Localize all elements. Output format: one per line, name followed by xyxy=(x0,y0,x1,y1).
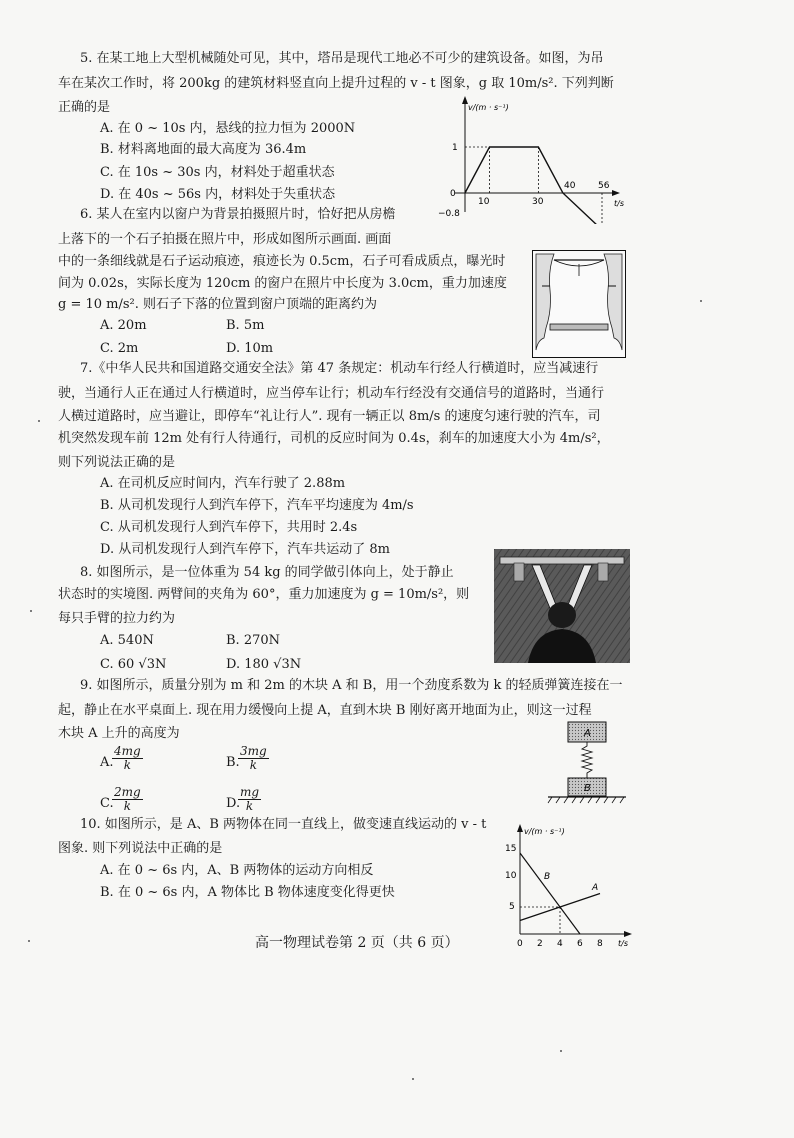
q7-line3: 人横过道路时，应当避让，即停车“礼让行人”. 现有一辆正以 8m/s 的速度匀速行驶的汽车，司 xyxy=(58,409,601,424)
pull-up-photo xyxy=(494,549,630,663)
q10-line-a-label: A xyxy=(592,883,599,893)
q8-line3: 每只手臂的拉力约为 xyxy=(58,611,176,626)
q5-ytick-0: 0 xyxy=(450,189,456,199)
q6-line5: g = 10 m/s². 则石子下落的位置到窗户顶端的距离约为 xyxy=(58,297,378,312)
q9-option-b-fraction xyxy=(238,745,269,771)
q8-option-d: D. 180 √3N xyxy=(226,657,302,672)
q9-option-d-den: k xyxy=(245,798,254,813)
spring-blocks-diagram xyxy=(544,720,630,806)
q10-xtick-6: 6 xyxy=(577,939,583,949)
spring xyxy=(582,742,592,778)
q10-line1: 10. 如图所示，是 A、B 两物体在同一直线上，做变速直线运动的 v - t xyxy=(80,817,487,832)
q6-option-a: A. 20m xyxy=(100,318,147,333)
q9-option-d-fraction xyxy=(238,786,261,812)
window-curtain-image xyxy=(532,250,626,358)
q10-line-b-label: B xyxy=(544,872,551,882)
scan-speck xyxy=(30,610,32,612)
scan-speck xyxy=(560,1050,562,1052)
q9-option-c-fraction xyxy=(112,786,143,812)
q8-option-a: A. 540N xyxy=(100,633,154,648)
q10-ytick-5: 5 xyxy=(509,902,515,912)
q7-line4: 机突然发现车前 12m 处有行人待通行，司机的反应时间为 0.4s，刹车的加速度大小为 4m/s²， xyxy=(58,431,610,446)
q5-option-a: A. 在 0 ~ 10s 内，悬线的拉力恒为 2000N xyxy=(100,121,356,136)
q10-xtick-8: 8 xyxy=(597,939,603,949)
q10-ytick-10: 10 xyxy=(505,871,517,881)
q9-option-a-letter: A. xyxy=(100,755,114,770)
q9-line2: 起，静止在水平桌面上. 现在用力缓慢向上提 A，直到木块 B 刚好离开地面为止，则这一过程 xyxy=(58,703,592,718)
q10-option-a: A. 在 0 ~ 6s 内，A、B 两物体的运动方向相反 xyxy=(100,863,374,878)
q6-line3: 中的一条细线就是石子运动痕迹，痕迹长为 0.5cm，石子可看成质点，曝光时 xyxy=(58,254,506,269)
q5-option-b: B. 材料离地面的最大高度为 36.4m xyxy=(100,142,307,157)
q7-option-b: B. 从司机发现行人到汽车停下，汽车平均速度为 4m/s xyxy=(100,498,414,513)
q5-xtick-40: 40 xyxy=(564,181,576,191)
q9-option-c-letter: C. xyxy=(100,796,114,811)
q8-option-c: C. 60 √3N xyxy=(100,657,167,672)
q5-line3: 正确的是 xyxy=(58,100,111,115)
q10-y-axis-arrow xyxy=(517,824,523,832)
q10-xtick-0: 0 xyxy=(517,939,523,949)
q10-line2: 图象. 则下列说法中正确的是 xyxy=(58,841,223,856)
q10-xtick-4: 4 xyxy=(557,939,563,949)
q10-guide-lines xyxy=(520,907,560,934)
q6-line2: 上落下的一个石子拍摄在照片中，形成如图所示画面. 画面 xyxy=(58,232,392,247)
q6-option-b: B. 5m xyxy=(226,318,265,333)
student-head xyxy=(548,602,576,628)
scan-speck xyxy=(28,940,30,942)
q9-option-a-den: k xyxy=(123,757,131,772)
q5-ytick-1: 1 xyxy=(452,143,458,153)
page-footer: 高一物理试卷第 2 页（共 6 页） xyxy=(255,935,459,951)
block-b-label: B xyxy=(584,783,591,794)
q10-option-b: B. 在 0 ~ 6s 内，A 物体比 B 物体速度变化得更快 xyxy=(100,885,395,900)
q10-x-axis-arrow xyxy=(624,931,632,937)
q5-option-c: C. 在 10s ~ 30s 内，材料处于超重状态 xyxy=(100,165,335,180)
q5-xtick-10: 10 xyxy=(478,197,490,207)
q5-guide-lines xyxy=(465,147,602,224)
q10-x-label: t/s xyxy=(618,939,628,948)
q9-option-b-num: 3mg xyxy=(240,744,267,758)
q10-xtick-2: 2 xyxy=(537,939,543,949)
q9-option-b-den: k xyxy=(249,757,257,772)
q9-option-d-letter: D. xyxy=(226,796,241,811)
q5-option-d: D. 在 40s ~ 56s 内，材料处于失重状态 xyxy=(100,187,336,202)
scan-speck xyxy=(412,1078,414,1080)
q5-ytick-neg: −0.8 xyxy=(438,209,460,219)
q9-option-d-num: mg xyxy=(240,785,260,799)
q9-option-b-letter: B. xyxy=(226,755,240,770)
q5-x-axis-arrow xyxy=(612,190,620,196)
q6-line4: 间为 0.02s，实际长度为 120cm 的窗户在照片中长度为 3.0cm，重力加速度 xyxy=(58,276,507,291)
q7-line2: 驶，当通行人正在通过人行横道时，应当停车让行；机动车行经没有交通信号的道路时，当通行 xyxy=(58,386,605,401)
q9-line3: 木块 A 上升的高度为 xyxy=(58,726,180,741)
q6-option-d: D. 10m xyxy=(226,341,274,356)
scan-speck xyxy=(38,420,40,422)
q5-vt-graph xyxy=(420,92,630,224)
q5-x-label: t/s xyxy=(614,199,624,208)
q6-line1: 6. 某人在室内以窗户为背景拍摄照片时，恰好把从房檐 xyxy=(80,207,396,222)
q5-xtick-56: 56 xyxy=(598,181,610,191)
q9-option-c-num: 2mg xyxy=(114,785,141,799)
q10-vt-graph xyxy=(500,818,636,952)
q8-line1: 8. 如图所示，是一位体重为 54 kg 的同学做引体向上，处于静止 xyxy=(80,565,454,580)
q7-line1: 7.《中华人民共和国道路交通安全法》第 47 条规定：机动车行经人行横道时，应当减速行 xyxy=(80,361,599,376)
q7-option-a: A. 在司机反应时间内，汽车行驶了 2.88m xyxy=(100,476,346,491)
q5-line1: 5. 在某工地上大型机械随处可见，其中，塔吊是现代工地必不可少的建筑设备。如图，为吊 xyxy=(80,51,604,66)
q5-xtick-30: 30 xyxy=(532,197,544,207)
q10-y-label: v/(m · s⁻¹) xyxy=(524,827,565,836)
q8-line2: 状态时的实境图. 两臂间的夹角为 60°，重力加速度为 g = 10m/s²，则 xyxy=(58,587,470,602)
q5-velocity-line xyxy=(465,147,602,224)
q5-y-label: v/(m · s⁻¹) xyxy=(468,103,509,112)
q8-option-b: B. 270N xyxy=(226,633,281,648)
q9-option-a-fraction xyxy=(112,745,143,771)
q9-option-c-den: k xyxy=(123,798,131,813)
q7-option-d: D. 从司机发现行人到汽车停下，汽车共运动了 8m xyxy=(100,542,390,557)
scan-speck xyxy=(700,300,702,302)
window-sill xyxy=(550,324,608,330)
q9-line1: 9. 如图所示，质量分别为 m 和 2m 的木块 A 和 B，用一个劲度系数为 k 的轻质弹簧连接在一 xyxy=(80,678,623,693)
q7-option-c: C. 从司机发现行人到汽车停下，共用时 2.4s xyxy=(100,520,358,535)
q9-option-a-num: 4mg xyxy=(114,744,141,758)
block-a-label: A xyxy=(584,728,591,739)
q5-line2: 车在某次工作时，将 200kg 的建筑材料竖直向上提升过程的 v - t 图象，g 取 10m/s². 下列判断 xyxy=(58,76,614,91)
q10-ytick-15: 15 xyxy=(505,844,517,854)
q7-line5: 则下列说法正确的是 xyxy=(58,455,176,470)
q10-line-b xyxy=(520,853,580,934)
q6-option-c: C. 2m xyxy=(100,341,139,356)
